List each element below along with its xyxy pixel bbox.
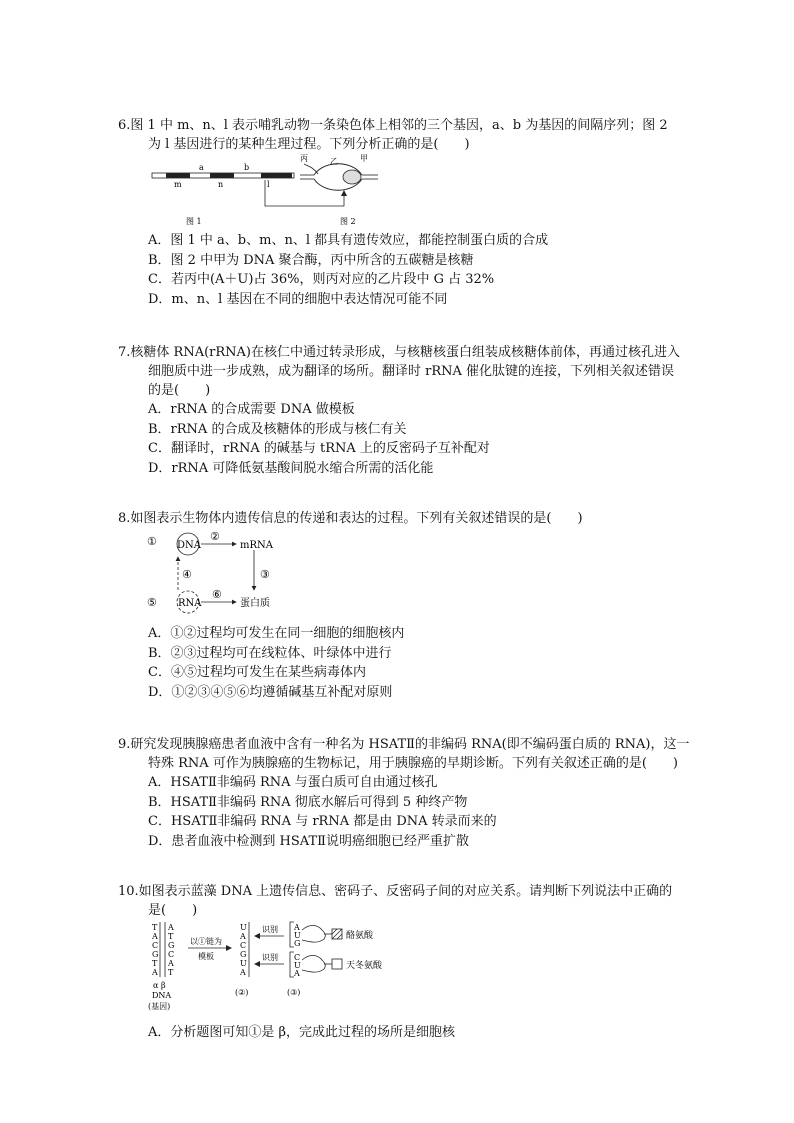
option-d[interactable]: D．患者血液中检测到 HSATⅡ说明癌细胞已经严重扩散 [148, 833, 469, 849]
base: U [240, 959, 247, 968]
process-1: ① [147, 535, 157, 548]
stem-line: 7.核糖体 RNA(rRNA)在核仁中通过转录形成，与核糖核蛋白组装成核糖体前体，再通过核孔进入 [118, 345, 680, 360]
codon-figure [144, 920, 404, 1020]
option-d[interactable]: D．m、n、l 基因在不同的细胞中表达情况可能不同 [148, 291, 448, 307]
stem-line: 细胞质中进一步成熟，成为翻译的场所。翻译时 rRNA 催化肽键的连接，下列相关叙述错误 [148, 364, 675, 379]
mrna-label: mRNA [240, 540, 273, 551]
base: U [240, 923, 247, 932]
base: G [152, 950, 159, 959]
template-label-1: 以①链为 [190, 937, 222, 946]
rna-label: RNA [178, 598, 202, 609]
question-stem [118, 343, 703, 400]
question-stem [118, 735, 703, 773]
option-a[interactable]: A．分析题图可知①是 β，完成此过程的场所是细胞核 [148, 1025, 456, 1040]
option-c[interactable]: C．④⑤过程均可发生在某些病毒体内 [148, 665, 366, 680]
process-6: ⑥ [212, 588, 222, 601]
base: T [168, 968, 174, 977]
amino-acid-tyrosine: 酪氨酸 [346, 931, 374, 941]
option-c[interactable]: C．若丙中(A＋U)占 36%，则丙对应的乙片段中 G 占 32% [148, 272, 495, 287]
trna2-anticodon [293, 953, 301, 978]
option-d[interactable]: D．①②③④⑤⑥均遵循碱基互补配对原则 [148, 684, 393, 700]
base: U [294, 931, 301, 940]
option-a[interactable]: A．HSATⅡ非编码 RNA 与蛋白质可自由通过核孔 [148, 775, 438, 790]
gene-figure [148, 152, 388, 230]
base: A [152, 932, 158, 941]
base: C [294, 953, 301, 962]
stem-line: 9.研究发现胰腺癌患者血液中含有一种名为 HSATⅡ的非编码 RNA(即不编码蛋白质的 RNA)，这一 [118, 737, 690, 752]
question-stem [118, 116, 703, 154]
stem-line: 特殊 RNA 可作为胰腺癌的生物标记，用于胰腺癌的早期诊断。下列有关叙述正确的是( ) [148, 756, 678, 771]
recognize-label-1: 识别 [262, 925, 278, 934]
option-b[interactable]: B．rRNA 的合成及核糖体的形成与核仁有关 [148, 421, 407, 437]
question-stem: 8.如图表示生物体内遗传信息的传递和表达的过程。下列有关叙述错误的是( ) [118, 511, 583, 526]
stem-line: 的是( ) [148, 383, 211, 398]
base: T [152, 959, 158, 968]
question-6-options [118, 231, 703, 309]
mrna-strand [239, 923, 247, 977]
stem-line: 为 l 基因进行的某种生理过程。下列分析正确的是( ) [148, 137, 470, 152]
option-a[interactable]: A．①②过程均可发生在同一细胞的细胞核内 [148, 626, 405, 641]
question-8 [118, 509, 703, 528]
base: A [152, 968, 158, 977]
amino-acid-aspartate: 天冬氨酸 [346, 961, 383, 971]
base: T [168, 932, 174, 941]
question-10-options [118, 1023, 703, 1043]
base: G [240, 950, 247, 959]
template-label-2: 模板 [198, 952, 214, 961]
option-c[interactable]: C．HSATⅡ非编码 RNA 与 rRNA 都是由 DNA 转录而来的 [148, 814, 497, 829]
question-7 [118, 343, 703, 478]
central-dogma-figure [144, 530, 294, 614]
base: C [152, 941, 159, 950]
option-a[interactable]: A．rRNA 的合成需要 DNA 做模板 [148, 402, 355, 417]
option-a[interactable]: A．图 1 中 a、b、m、n、l 都具有遗传效应，都能控制蛋白质的合成 [148, 233, 549, 248]
label-yi: 乙 [330, 157, 338, 166]
dna-label: DNA [177, 540, 201, 551]
dna-beta-strand [167, 923, 174, 977]
base: C [168, 950, 175, 959]
question-10 [118, 882, 703, 920]
question-8-options [118, 624, 703, 702]
base: A [294, 923, 300, 932]
base: A [240, 968, 246, 977]
option-b[interactable]: B．②③过程均可在线粒体、叶绿体中进行 [148, 645, 392, 661]
label-a: a [199, 163, 204, 172]
caption-fig1: 图 1 [186, 217, 202, 226]
dna-label: DNA [152, 991, 172, 1000]
recognize-label-2: 识别 [262, 953, 278, 962]
process-5: ⑤ [147, 596, 157, 609]
stem-line: 是( ) [148, 903, 198, 918]
stem-line: 10.如图表示蓝藻 DNA 上遗传信息、密码子、反密码子间的对应关系。请判断下列说法中正确的 [118, 884, 673, 899]
process-2: ② [210, 530, 220, 543]
base: A [294, 969, 300, 978]
process-3: ③ [260, 568, 270, 581]
label-bing: 丙 [300, 154, 308, 163]
label-b: b [244, 163, 250, 172]
label-2: (②) [235, 988, 249, 997]
option-b[interactable]: B．图 2 中甲为 DNA 聚合酶，丙中所含的五碳糖是核糖 [148, 252, 474, 268]
label-m: m [174, 180, 182, 189]
alpha-beta-label: α β [153, 981, 166, 990]
trna1-anticodon [293, 923, 301, 948]
base: T [152, 923, 158, 932]
base: C [240, 941, 247, 950]
question-stem [118, 882, 703, 920]
process-4: ④ [182, 568, 192, 581]
dna-alpha-strand [151, 923, 158, 977]
base: U [294, 961, 301, 970]
gene-label: (基因) [148, 1002, 171, 1011]
label-jia: 甲 [360, 154, 368, 163]
base: A [168, 959, 174, 968]
caption-fig2: 图 2 [340, 217, 356, 226]
stem-line: 6.图 1 中 m、n、l 表示哺乳动物一条染色体上相邻的三个基因，a、b 为基因的间隔序列；图 2 [118, 118, 668, 133]
label-n: n [218, 180, 224, 189]
base: A [168, 923, 174, 932]
label-l: l [267, 180, 270, 189]
label-3: (③) [287, 988, 301, 997]
question-9 [118, 735, 703, 851]
option-b[interactable]: B．HSATⅡ非编码 RNA 彻底水解后可得到 5 种终产物 [148, 794, 468, 810]
base: G [294, 939, 301, 948]
option-d[interactable]: D．rRNA 可降低氨基酸间脱水缩合所需的活化能 [148, 460, 434, 476]
option-c[interactable]: C．翻译时，rRNA 的碱基与 tRNA 上的反密码子互补配对 [148, 441, 490, 456]
question-6 [118, 116, 703, 154]
base: G [168, 941, 175, 950]
protein-label: 蛋白质 [240, 598, 270, 609]
base: A [240, 932, 246, 941]
